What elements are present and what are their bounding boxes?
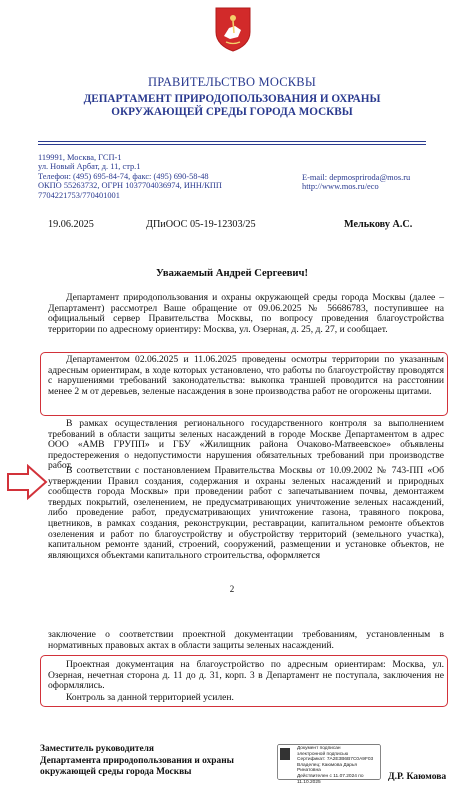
signatory-line: Заместитель руководителя	[40, 744, 154, 754]
department-title-line1: ДЕПАРТАМЕНТ ПРИРОДОПОЛЬЗОВАНИЯ И ОХРАНЫ	[83, 93, 381, 105]
sender-address	[38, 153, 278, 200]
page-number: 2	[229, 584, 235, 594]
stamp-owner: Владелец: Каюмова Дарья Ринатовна	[297, 762, 358, 774]
address-line: 119991, Москва, ГСП-1	[38, 153, 122, 162]
stamp-text	[297, 746, 379, 785]
paragraph-intro: Департамент природопользования и охраны окружающей среды города Москвы (далее – Департамент) рассмотрел Ваше обращение от 09.06.2025 № 56686783, поступившее на официальный сервер Правительства Москвы, по вопросу проведения благоустройства территории по адресному ориентиру: Москва, ул. Озерная, д. 25, д. 27, и сообщает.	[48, 292, 444, 335]
paragraph-conclusion: заключение о соответствии проектной документации требованиям, установленным в нормативных правовых актах в области защиты зеленых насаждений.	[48, 629, 444, 651]
moscow-coat-of-arms-icon	[214, 6, 252, 52]
stamp-validity: Действителен с 11.07.2024 по 11.10.2025	[297, 773, 364, 785]
registry-line: ОКПО 55263732, ОГРН 1037704036974, ИНН/КПП	[38, 181, 222, 191]
stamp-certificate: Сертификат: 7A2E3B6B7C0A9F03	[297, 757, 374, 763]
sender-contacts	[302, 173, 452, 192]
government-title: ПРАВИТЕЛЬСТВО МОСКВЫ	[148, 75, 316, 89]
department-title-line2: ОКРУЖАЮЩЕЙ СРЕДЫ ГОРОДА МОСКВЫ	[111, 106, 353, 118]
signatory-line: окружающей среды города Москвы	[40, 767, 192, 777]
email-text: E-mail: depmospriroda@mos.ru	[302, 173, 411, 182]
paragraph-regulation: В соответствии с постановлением Правительства Москвы от 10.09.2002 № 743-ПП «Об утверждении Правил создания, содержания и охраны зеленых насаждений и природных сообществ города Москвы» при проведении работ с запечатыванием почвы, демонтажем твердых покрытий, озеленением, не предусматривающих уничтожение зеленых насаждений, либо проведение работ, предусматривающих уничтожение газона, травяного покрова, цветников, в рамках создания, реконструкции, реставрации, капитальном ремонте объектов озеленения и работ по благоустройству и обустройству территорий (земельного участка), капитальном ремонте зданий, строений, сооружений, размещении и установке объектов, не являющихся объектами капитального строительства, оформляется	[48, 465, 444, 561]
paragraph-monitoring: Контроль за данной территорией усилен.	[66, 692, 234, 703]
address-line: ул. Новый Арбат, д. 11, стр.1	[38, 162, 141, 172]
recipient-name: Мелькову А.С.	[344, 219, 413, 230]
stamp-subtitle: электронной подписью	[297, 751, 349, 757]
signatory-line: Департамента природопользования и охраны	[40, 755, 234, 766]
department-title	[0, 93, 464, 119]
paragraph-documentation: Проектная документация на благоустройство по адресным ориентирам: Москва, ул. Озерная, нечетная сторона д. 11 до д. 31, корп. 3 в Департамент не поступала, заключения не оформлялись.	[48, 659, 444, 692]
paragraph-control: В рамках осуществления регионального государственного контроля за выполнением требований в области защиты зеленых насаждений в городе Москве Департаментом в адрес ООО «АМВ ГРУПП» и ГБУ «Жилищник района Очаково-Матвеевское» объявлены предостережения о недопустимости нарушения обязательных требований при производстве работ.	[48, 418, 444, 472]
website-text: http://www.mos.ru/eco	[302, 182, 379, 192]
divider	[0, 205, 464, 206]
letter-date: 19.06.2025	[48, 219, 94, 230]
stamp-title: Документ подписан	[297, 746, 341, 751]
header-rule-secondary	[38, 144, 426, 145]
electronic-signature-stamp	[277, 744, 381, 785]
paragraph-inspection: Департаментом 02.06.2025 и 11.06.2025 проведены осмотры территории по указанным адресным ориентирам, в ходе которых установлено, что работы по благоустройству проводятся с нарушениями требований законодательства: выкопка траншей проводится на расстоянии менее 2 м от деревьев, зеленые насаждения в зоне производства работ не огорожены щитами.	[48, 354, 444, 397]
header-rule	[38, 141, 426, 142]
letter-number: ДПиООС 05-19-12303/25	[146, 219, 256, 230]
signatory-title	[40, 744, 234, 779]
phone-line: Телефон: (495) 695-84-74, факс: (495) 690-58-48	[38, 171, 209, 181]
greeting: Уважаемый Андрей Сергеевич!	[155, 268, 309, 279]
registry-line: 7704221753/770401001	[38, 190, 120, 200]
arrow-right-icon	[6, 464, 48, 500]
signer-name: Д.Р. Каюмова	[388, 771, 447, 782]
